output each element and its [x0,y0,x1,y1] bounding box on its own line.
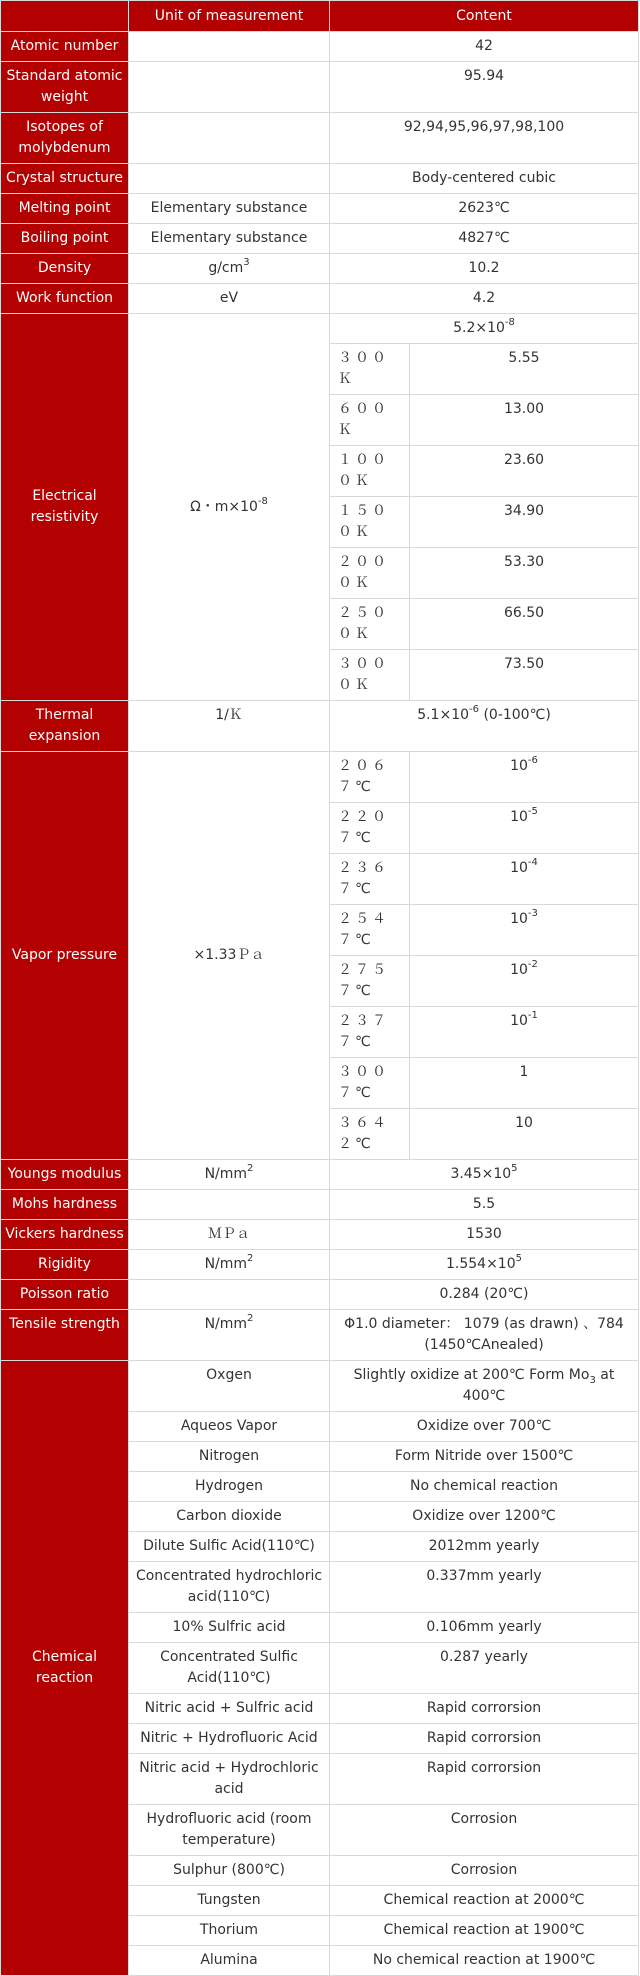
temp-cell: １０００Ｋ [330,446,410,497]
agent-cell: Concentrated hydrochloric acid(110℃) [129,1562,330,1613]
agent-cell: Nitrogen [129,1442,330,1472]
value-cell [330,701,639,752]
unit-exponent: 2 [247,1313,254,1325]
row-atomic-number [1,32,639,62]
value-base: 1.554×10 [446,1256,516,1272]
result-cell [330,1361,639,1412]
unit-base: N/mm [204,1166,248,1182]
unit-exponent: 2 [247,1253,254,1265]
header-row [1,1,639,32]
unit-exponent: 3 [243,257,250,269]
value-cell: 1530 [330,1220,639,1250]
row-density [1,254,639,284]
value-cell: 4.2 [330,284,639,314]
row-tensile-strength [1,1310,639,1361]
unit-cell: ＭＰａ [129,1220,330,1250]
row-label: Melting point [1,194,129,224]
unit-cell [129,1310,330,1361]
unit-cell [129,314,330,701]
result-text: at 400℃ [462,1367,615,1404]
temp-cell: １５００Ｋ [330,497,410,548]
value-cell: Φ1.0 diameter： 1079 (as drawn) 、784 (1450℃Anealed) [330,1310,639,1361]
value-base: 5.2×10 [453,320,505,336]
result-cell: Corrosion [330,1805,639,1856]
header-unit: Unit of measurement [129,1,330,32]
unit-cell: Elementary substance [129,224,330,254]
value-cell: 95.94 [330,62,639,113]
value-exponent: -3 [527,908,538,920]
row-label: Rigidity [1,1250,129,1280]
result-cell: Chemical reaction at 1900℃ [330,1916,639,1946]
agent-cell: Carbon dioxide [129,1502,330,1532]
unit-exponent: -8 [257,495,268,507]
agent-cell: Alumina [129,1946,330,1976]
row-boiling-point [1,224,639,254]
value-cell: 23.60 [410,446,639,497]
row-label: Vapor pressure [1,752,129,1160]
result-cell: 0.337mm yearly [330,1562,639,1613]
value-base: 1 [519,1064,529,1080]
value-exponent: 5 [511,1163,518,1175]
row-label: Standard atomic weight [1,62,129,113]
row-label: Thermal expansion [1,701,129,752]
value-cell: 0.284 (20℃) [330,1280,639,1310]
header-blank [1,1,129,32]
value-exponent: -6 [527,755,538,767]
result-cell: Rapid corrorsion [330,1724,639,1754]
agent-cell: Hydrofluoric acid (room temperature) [129,1805,330,1856]
unit-cell [129,1160,330,1190]
result-cell: Form Nitride over 1500℃ [330,1442,639,1472]
unit-exponent: 2 [247,1163,254,1175]
value-exponent: -5 [527,806,538,818]
agent-cell: Concentrated Sulfic Acid(110℃) [129,1643,330,1694]
value-base: 10 [510,758,528,774]
value-cell: 5.55 [410,344,639,395]
value-base: 10 [510,911,528,927]
temp-cell: ２５００Ｋ [330,599,410,650]
value-cell [330,314,639,344]
value-exponent: 5 [515,1253,522,1265]
value-base: 5.1×10 [417,707,470,723]
row-label: Chemical reaction [1,1361,129,1976]
result-cell: Oxidize over 700℃ [330,1412,639,1442]
unit-cell [129,1280,330,1310]
temp-cell: ２０６７℃ [330,752,410,803]
agent-cell: Tungsten [129,1886,330,1916]
temp-cell: ２０００Ｋ [330,548,410,599]
value-tail: (0-100℃) [479,707,551,723]
row-resistivity [1,314,639,344]
value-cell [410,1058,639,1109]
value-cell [330,1250,639,1280]
value-cell [410,803,639,854]
row-poisson-ratio [1,1280,639,1310]
value-cell [410,905,639,956]
temp-cell: ２７５７℃ [330,956,410,1007]
row-label: Mohs hardness [1,1190,129,1220]
value-cell [410,1109,639,1160]
value-cell: 4827℃ [330,224,639,254]
value-cell: 10.2 [330,254,639,284]
unit-cell [129,62,330,113]
result-cell: No chemical reaction [330,1472,639,1502]
value-base: 10 [510,860,528,876]
agent-cell: Nitric acid + Sulfric acid [129,1694,330,1724]
row-label: Boiling point [1,224,129,254]
row-label: Vickers hardness [1,1220,129,1250]
temp-cell: ３００７℃ [330,1058,410,1109]
value-cell: Body-centered cubic [330,164,639,194]
value-base: 10 [510,962,528,978]
row-label: Isotopes of molybdenum [1,113,129,164]
row-label: Atomic number [1,32,129,62]
value-cell: 92,94,95,96,97,98,100 [330,113,639,164]
result-cell: No chemical reaction at 1900℃ [330,1946,639,1976]
value-cell [410,1007,639,1058]
unit-cell [129,32,330,62]
unit-cell: Elementary substance [129,194,330,224]
unit-cell [129,254,330,284]
temp-cell: ３０００Ｋ [330,650,410,701]
agent-cell: 10% Sulfric acid [129,1613,330,1643]
temp-cell: ２３６７℃ [330,854,410,905]
header-content: Content [330,1,639,32]
result-cell: Chemical reaction at 2000℃ [330,1886,639,1916]
agent-cell: Nitric acid + Hydrochloric acid [129,1754,330,1805]
unit-cell: eV [129,284,330,314]
value-cell [410,956,639,1007]
result-cell: 0.106mm yearly [330,1613,639,1643]
row-label: Youngs modulus [1,1160,129,1190]
value-base: 10 [510,1013,528,1029]
temp-cell: ２５４７℃ [330,905,410,956]
row-melting-point [1,194,639,224]
temp-cell: ２３７７℃ [330,1007,410,1058]
row-label: Crystal structure [1,164,129,194]
result-cell: 0.287 yearly [330,1643,639,1694]
row-thermal-expansion [1,701,639,752]
value-cell: 73.50 [410,650,639,701]
temp-cell: ３６４２℃ [330,1109,410,1160]
unit-cell [129,164,330,194]
temp-cell: ２２０７℃ [330,803,410,854]
result-cell: 2012mm yearly [330,1532,639,1562]
row-mohs-hardness [1,1190,639,1220]
value-cell: 34.90 [410,497,639,548]
row-vapor-pressure [1,752,639,803]
unit-cell [129,113,330,164]
agent-cell: Thorium [129,1916,330,1946]
result-cell: Rapid corrorsion [330,1694,639,1724]
agent-cell: Nitric + Hydrofluoric Acid [129,1724,330,1754]
result-text: Slightly oxidize at 200℃ Form Mo [353,1367,590,1383]
unit-base: N/mm [204,1256,248,1272]
unit-base: g/cm [208,260,244,276]
value-cell: 5.5 [330,1190,639,1220]
result-cell: Corrosion [330,1856,639,1886]
agent-cell: Aqueos Vapor [129,1412,330,1442]
row-work-function [1,284,639,314]
value-exponent: -4 [527,857,538,869]
agent-cell: Oxgen [129,1361,330,1412]
row-isotopes [1,113,639,164]
value-cell: 66.50 [410,599,639,650]
value-cell [410,854,639,905]
value-cell [410,752,639,803]
result-cell: Rapid corrorsion [330,1754,639,1805]
value-cell: 53.30 [410,548,639,599]
value-cell [330,1160,639,1190]
value-base: 10 [515,1115,533,1131]
value-exponent: -1 [527,1010,538,1022]
value-exponent: -2 [527,959,538,971]
agent-cell: Dilute Sulfic Acid(110℃) [129,1532,330,1562]
unit-cell [129,1250,330,1280]
value-cell: 42 [330,32,639,62]
row-chemical-reaction [1,1361,639,1412]
result-cell: Oxidize over 1200℃ [330,1502,639,1532]
agent-cell: Hydrogen [129,1472,330,1502]
agent-cell: Sulphur (800℃) [129,1856,330,1886]
unit-base: Ω・m×10 [190,498,258,515]
temp-cell: ６００Ｋ [330,395,410,446]
value-cell: 13.00 [410,395,639,446]
value-base: 10 [510,809,528,825]
row-youngs-modulus [1,1160,639,1190]
row-label: Electrical resistivity [1,314,129,701]
row-crystal-structure [1,164,639,194]
row-vickers-hardness [1,1220,639,1250]
unit-cell [129,1190,330,1220]
unit-cell: 1/Ｋ [129,701,330,752]
row-label: Work function [1,284,129,314]
row-label: Density [1,254,129,284]
result-subscript: 3 [589,1374,596,1386]
unit-base: N/mm [204,1316,248,1332]
unit-cell: ×1.33Ｐａ [129,752,330,1160]
row-label: Tensile strength [1,1310,129,1361]
temp-cell: ３００Ｋ [330,344,410,395]
row-label: Poisson ratio [1,1280,129,1310]
value-cell: 2623℃ [330,194,639,224]
value-exponent: -8 [504,317,515,329]
value-exponent: -6 [469,704,479,716]
row-rigidity [1,1250,639,1280]
value-base: 3.45×10 [450,1166,512,1182]
row-atomic-weight [1,62,639,113]
